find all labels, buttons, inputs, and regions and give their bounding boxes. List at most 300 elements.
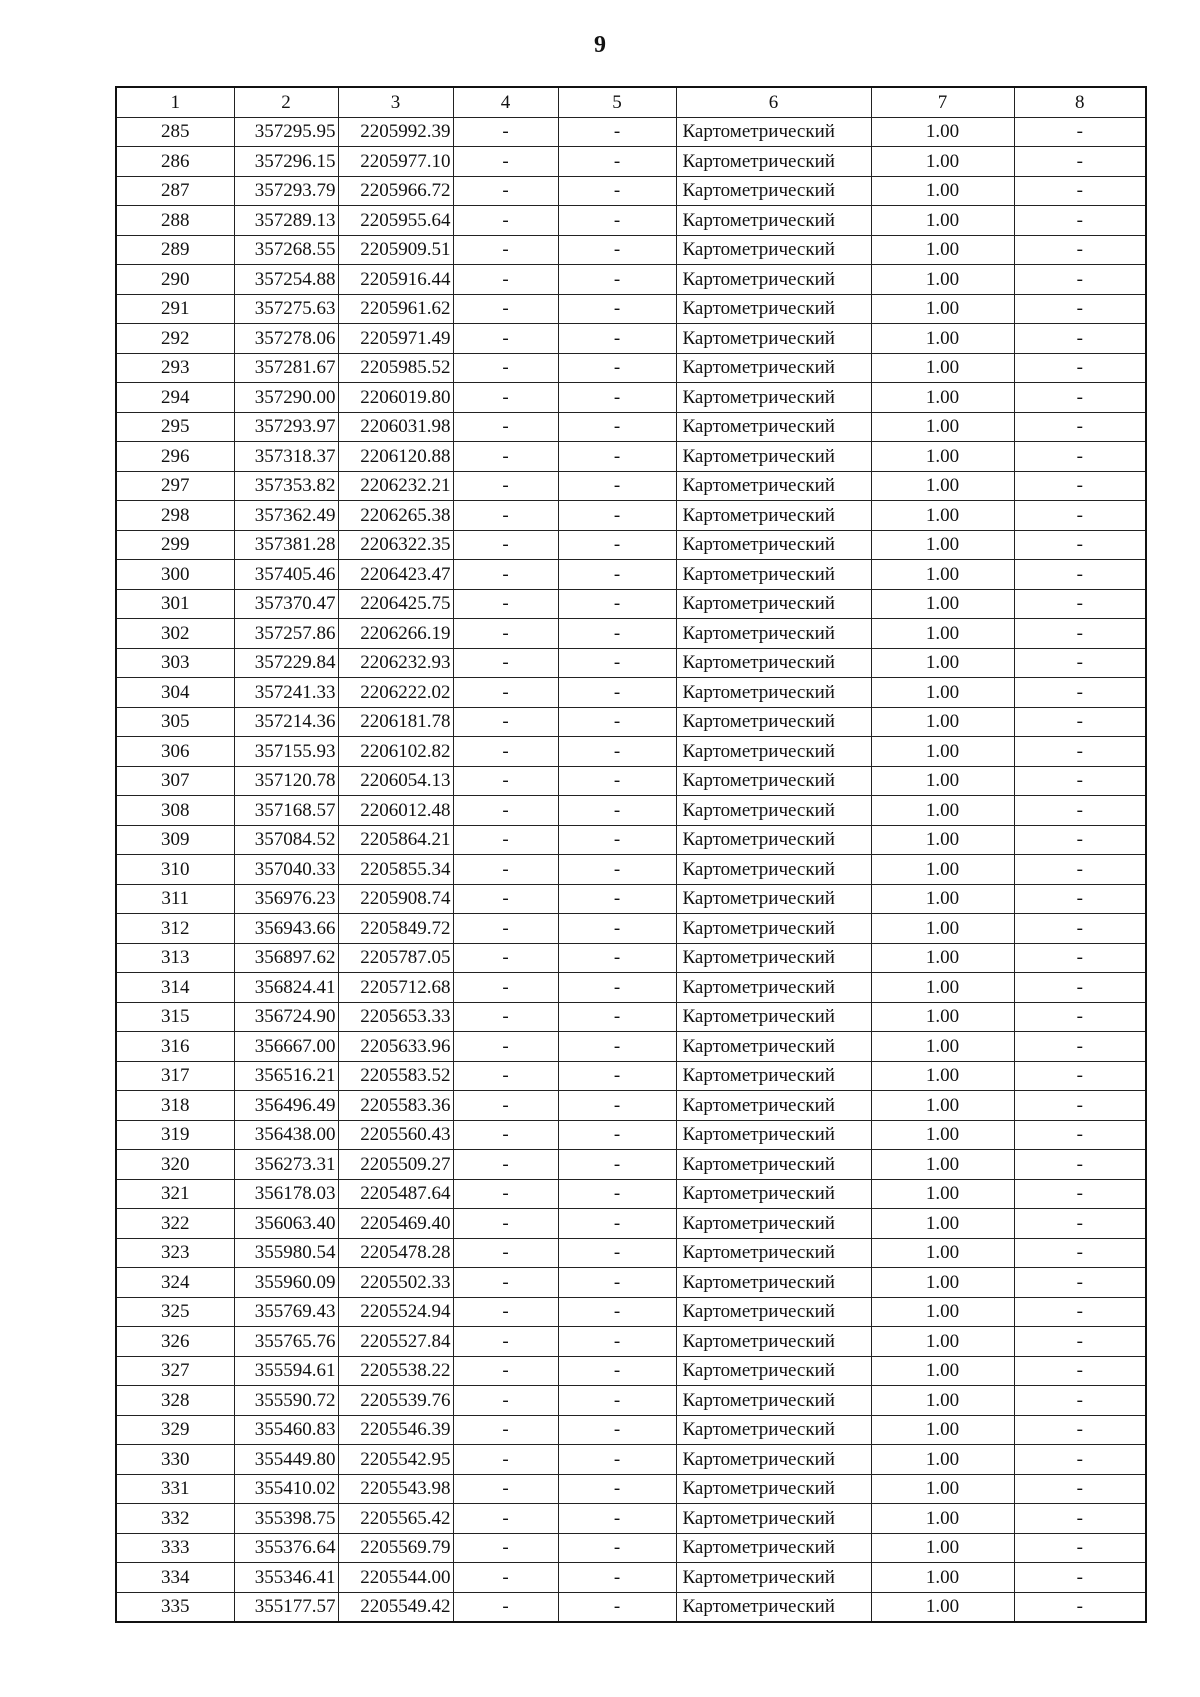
table-row	[116, 383, 1146, 413]
method-cell: Картометрический	[676, 1592, 871, 1622]
accuracy-cell: 1.00	[871, 265, 1014, 295]
column-4-cell: -	[453, 619, 558, 649]
method-cell: Картометрический	[676, 1209, 871, 1239]
coordinates-table	[115, 86, 1147, 1623]
column-5-cell: -	[558, 471, 676, 501]
table-row	[116, 796, 1146, 826]
y-coordinate-cell: 2205971.49	[338, 324, 453, 354]
x-coordinate-cell: 357120.78	[234, 766, 338, 796]
point-number-cell: 303	[116, 648, 234, 678]
table-row	[116, 324, 1146, 354]
x-coordinate-cell: 357318.37	[234, 442, 338, 472]
header-row	[116, 87, 1146, 117]
column-5-cell: -	[558, 884, 676, 914]
accuracy-cell: 1.00	[871, 206, 1014, 236]
accuracy-cell: 1.00	[871, 1150, 1014, 1180]
column-header-1: 1	[116, 87, 234, 117]
table-row	[116, 1504, 1146, 1534]
column-8-cell: -	[1014, 737, 1146, 767]
column-4-cell: -	[453, 176, 558, 206]
column-5-cell: -	[558, 1474, 676, 1504]
column-8-cell: -	[1014, 943, 1146, 973]
method-cell: Картометрический	[676, 471, 871, 501]
column-5-cell: -	[558, 1592, 676, 1622]
table-row	[116, 471, 1146, 501]
x-coordinate-cell: 355765.76	[234, 1327, 338, 1357]
x-coordinate-cell: 356273.31	[234, 1150, 338, 1180]
column-4-cell: -	[453, 383, 558, 413]
column-8-cell: -	[1014, 1002, 1146, 1032]
point-number-cell: 325	[116, 1297, 234, 1327]
y-coordinate-cell: 2205992.39	[338, 117, 453, 147]
table-row	[116, 501, 1146, 531]
method-cell: Картометрический	[676, 1150, 871, 1180]
point-number-cell: 322	[116, 1209, 234, 1239]
x-coordinate-cell: 355960.09	[234, 1268, 338, 1298]
column-8-cell: -	[1014, 530, 1146, 560]
column-4-cell: -	[453, 1238, 558, 1268]
y-coordinate-cell: 2205546.39	[338, 1415, 453, 1445]
column-8-cell: -	[1014, 1563, 1146, 1593]
column-5-cell: -	[558, 1238, 676, 1268]
x-coordinate-cell: 355177.57	[234, 1592, 338, 1622]
method-cell: Картометрический	[676, 294, 871, 324]
y-coordinate-cell: 2205864.21	[338, 825, 453, 855]
column-5-cell: -	[558, 914, 676, 944]
accuracy-cell: 1.00	[871, 383, 1014, 413]
x-coordinate-cell: 355410.02	[234, 1474, 338, 1504]
method-cell: Картометрический	[676, 1386, 871, 1416]
table-row	[116, 1032, 1146, 1062]
y-coordinate-cell: 2206102.82	[338, 737, 453, 767]
y-coordinate-cell: 2206012.48	[338, 796, 453, 826]
column-8-cell: -	[1014, 1061, 1146, 1091]
column-4-cell: -	[453, 943, 558, 973]
column-header-8: 8	[1014, 87, 1146, 117]
table-row	[116, 1327, 1146, 1357]
x-coordinate-cell: 356724.90	[234, 1002, 338, 1032]
column-8-cell: -	[1014, 1268, 1146, 1298]
column-8-cell: -	[1014, 1386, 1146, 1416]
table-row	[116, 442, 1146, 472]
x-coordinate-cell: 355346.41	[234, 1563, 338, 1593]
column-8-cell: -	[1014, 1592, 1146, 1622]
point-number-cell: 332	[116, 1504, 234, 1534]
y-coordinate-cell: 2205855.34	[338, 855, 453, 885]
table-row	[116, 1445, 1146, 1475]
point-number-cell: 286	[116, 147, 234, 177]
y-coordinate-cell: 2205849.72	[338, 914, 453, 944]
column-8-cell: -	[1014, 1533, 1146, 1563]
column-8-cell: -	[1014, 1209, 1146, 1239]
accuracy-cell: 1.00	[871, 147, 1014, 177]
x-coordinate-cell: 357405.46	[234, 560, 338, 590]
y-coordinate-cell: 2206266.19	[338, 619, 453, 649]
point-number-cell: 289	[116, 235, 234, 265]
point-number-cell: 295	[116, 412, 234, 442]
table-row	[116, 265, 1146, 295]
method-cell: Картометрический	[676, 796, 871, 826]
table-row	[116, 825, 1146, 855]
column-8-cell: -	[1014, 796, 1146, 826]
x-coordinate-cell: 355449.80	[234, 1445, 338, 1475]
table-row	[116, 1179, 1146, 1209]
column-5-cell: -	[558, 1002, 676, 1032]
accuracy-cell: 1.00	[871, 235, 1014, 265]
point-number-cell: 306	[116, 737, 234, 767]
accuracy-cell: 1.00	[871, 796, 1014, 826]
y-coordinate-cell: 2206322.35	[338, 530, 453, 560]
column-8-cell: -	[1014, 117, 1146, 147]
accuracy-cell: 1.00	[871, 471, 1014, 501]
y-coordinate-cell: 2205569.79	[338, 1533, 453, 1563]
table-row	[116, 914, 1146, 944]
column-4-cell: -	[453, 1209, 558, 1239]
column-8-cell: -	[1014, 412, 1146, 442]
accuracy-cell: 1.00	[871, 1563, 1014, 1593]
column-header-2: 2	[234, 87, 338, 117]
accuracy-cell: 1.00	[871, 1238, 1014, 1268]
point-number-cell: 314	[116, 973, 234, 1003]
y-coordinate-cell: 2205653.33	[338, 1002, 453, 1032]
column-5-cell: -	[558, 1415, 676, 1445]
column-4-cell: -	[453, 1002, 558, 1032]
table-row	[116, 1002, 1146, 1032]
table-row	[116, 1533, 1146, 1563]
y-coordinate-cell: 2205985.52	[338, 353, 453, 383]
method-cell: Картометрический	[676, 619, 871, 649]
column-5-cell: -	[558, 1120, 676, 1150]
point-number-cell: 291	[116, 294, 234, 324]
column-8-cell: -	[1014, 648, 1146, 678]
point-number-cell: 297	[116, 471, 234, 501]
column-5-cell: -	[558, 1504, 676, 1534]
point-number-cell: 323	[116, 1238, 234, 1268]
table-row	[116, 235, 1146, 265]
column-8-cell: -	[1014, 1120, 1146, 1150]
accuracy-cell: 1.00	[871, 1091, 1014, 1121]
column-5-cell: -	[558, 1386, 676, 1416]
column-8-cell: -	[1014, 1032, 1146, 1062]
point-number-cell: 334	[116, 1563, 234, 1593]
accuracy-cell: 1.00	[871, 294, 1014, 324]
table-row	[116, 855, 1146, 885]
column-8-cell: -	[1014, 1474, 1146, 1504]
table-row	[116, 1091, 1146, 1121]
column-5-cell: -	[558, 1061, 676, 1091]
point-number-cell: 298	[116, 501, 234, 531]
point-number-cell: 299	[116, 530, 234, 560]
x-coordinate-cell: 355769.43	[234, 1297, 338, 1327]
column-8-cell: -	[1014, 766, 1146, 796]
y-coordinate-cell: 2205565.42	[338, 1504, 453, 1534]
y-coordinate-cell: 2205542.95	[338, 1445, 453, 1475]
x-coordinate-cell: 356496.49	[234, 1091, 338, 1121]
y-coordinate-cell: 2206232.93	[338, 648, 453, 678]
table-row	[116, 1061, 1146, 1091]
y-coordinate-cell: 2205908.74	[338, 884, 453, 914]
method-cell: Картометрический	[676, 1533, 871, 1563]
x-coordinate-cell: 355398.75	[234, 1504, 338, 1534]
accuracy-cell: 1.00	[871, 884, 1014, 914]
column-8-cell: -	[1014, 1356, 1146, 1386]
y-coordinate-cell: 2205909.51	[338, 235, 453, 265]
point-number-cell: 292	[116, 324, 234, 354]
x-coordinate-cell: 357281.67	[234, 353, 338, 383]
table-row	[116, 1238, 1146, 1268]
accuracy-cell: 1.00	[871, 914, 1014, 944]
column-4-cell: -	[453, 1504, 558, 1534]
column-4-cell: -	[453, 1297, 558, 1327]
y-coordinate-cell: 2205543.98	[338, 1474, 453, 1504]
accuracy-cell: 1.00	[871, 1415, 1014, 1445]
x-coordinate-cell: 357241.33	[234, 678, 338, 708]
column-4-cell: -	[453, 1415, 558, 1445]
x-coordinate-cell: 357275.63	[234, 294, 338, 324]
column-5-cell: -	[558, 353, 676, 383]
column-8-cell: -	[1014, 1179, 1146, 1209]
accuracy-cell: 1.00	[871, 353, 1014, 383]
column-5-cell: -	[558, 855, 676, 885]
method-cell: Картометрический	[676, 560, 871, 590]
column-8-cell: -	[1014, 855, 1146, 885]
x-coordinate-cell: 357084.52	[234, 825, 338, 855]
point-number-cell: 331	[116, 1474, 234, 1504]
point-number-cell: 310	[116, 855, 234, 885]
column-8-cell: -	[1014, 206, 1146, 236]
accuracy-cell: 1.00	[871, 737, 1014, 767]
column-5-cell: -	[558, 825, 676, 855]
table-row	[116, 766, 1146, 796]
x-coordinate-cell: 357168.57	[234, 796, 338, 826]
point-number-cell: 287	[116, 176, 234, 206]
column-8-cell: -	[1014, 678, 1146, 708]
column-4-cell: -	[453, 1150, 558, 1180]
column-8-cell: -	[1014, 707, 1146, 737]
table-row	[116, 117, 1146, 147]
y-coordinate-cell: 2205633.96	[338, 1032, 453, 1062]
point-number-cell: 302	[116, 619, 234, 649]
column-5-cell: -	[558, 943, 676, 973]
method-cell: Картометрический	[676, 1268, 871, 1298]
column-4-cell: -	[453, 412, 558, 442]
column-5-cell: -	[558, 294, 676, 324]
table-row	[116, 1563, 1146, 1593]
table-row	[116, 707, 1146, 737]
method-cell: Картометрический	[676, 884, 871, 914]
x-coordinate-cell: 356516.21	[234, 1061, 338, 1091]
column-4-cell: -	[453, 324, 558, 354]
column-5-cell: -	[558, 1268, 676, 1298]
column-8-cell: -	[1014, 1445, 1146, 1475]
table-row	[116, 560, 1146, 590]
method-cell: Картометрический	[676, 1091, 871, 1121]
column-5-cell: -	[558, 1032, 676, 1062]
column-8-cell: -	[1014, 471, 1146, 501]
column-8-cell: -	[1014, 914, 1146, 944]
y-coordinate-cell: 2205977.10	[338, 147, 453, 177]
x-coordinate-cell: 356438.00	[234, 1120, 338, 1150]
x-coordinate-cell: 355594.61	[234, 1356, 338, 1386]
y-coordinate-cell: 2205961.62	[338, 294, 453, 324]
column-4-cell: -	[453, 678, 558, 708]
column-4-cell: -	[453, 117, 558, 147]
y-coordinate-cell: 2206054.13	[338, 766, 453, 796]
column-8-cell: -	[1014, 1415, 1146, 1445]
y-coordinate-cell: 2205560.43	[338, 1120, 453, 1150]
point-number-cell: 326	[116, 1327, 234, 1357]
column-header-6: 6	[676, 87, 871, 117]
column-8-cell: -	[1014, 1238, 1146, 1268]
column-8-cell: -	[1014, 884, 1146, 914]
column-4-cell: -	[453, 1563, 558, 1593]
x-coordinate-cell: 357155.93	[234, 737, 338, 767]
column-5-cell: -	[558, 1327, 676, 1357]
method-cell: Картометрический	[676, 442, 871, 472]
method-cell: Картометрический	[676, 1445, 871, 1475]
column-4-cell: -	[453, 501, 558, 531]
y-coordinate-cell: 2206232.21	[338, 471, 453, 501]
x-coordinate-cell: 356063.40	[234, 1209, 338, 1239]
table-row	[116, 353, 1146, 383]
point-number-cell: 335	[116, 1592, 234, 1622]
column-8-cell: -	[1014, 825, 1146, 855]
method-cell: Картометрический	[676, 117, 871, 147]
x-coordinate-cell: 355980.54	[234, 1238, 338, 1268]
method-cell: Картометрический	[676, 412, 871, 442]
column-5-cell: -	[558, 324, 676, 354]
y-coordinate-cell: 2205583.52	[338, 1061, 453, 1091]
table-row	[116, 678, 1146, 708]
column-5-cell: -	[558, 707, 676, 737]
y-coordinate-cell: 2206031.98	[338, 412, 453, 442]
column-8-cell: -	[1014, 383, 1146, 413]
y-coordinate-cell: 2205527.84	[338, 1327, 453, 1357]
point-number-cell: 301	[116, 589, 234, 619]
column-8-cell: -	[1014, 1504, 1146, 1534]
table-row	[116, 294, 1146, 324]
column-8-cell: -	[1014, 294, 1146, 324]
column-8-cell: -	[1014, 619, 1146, 649]
point-number-cell: 296	[116, 442, 234, 472]
x-coordinate-cell: 357289.13	[234, 206, 338, 236]
table-body	[116, 117, 1146, 1622]
point-number-cell: 318	[116, 1091, 234, 1121]
method-cell: Картометрический	[676, 176, 871, 206]
accuracy-cell: 1.00	[871, 1474, 1014, 1504]
point-number-cell: 294	[116, 383, 234, 413]
table-row	[116, 1474, 1146, 1504]
method-cell: Картометрический	[676, 1120, 871, 1150]
column-4-cell: -	[453, 1120, 558, 1150]
point-number-cell: 320	[116, 1150, 234, 1180]
column-5-cell: -	[558, 648, 676, 678]
x-coordinate-cell: 357278.06	[234, 324, 338, 354]
point-number-cell: 324	[116, 1268, 234, 1298]
column-4-cell: -	[453, 442, 558, 472]
column-header-4: 4	[453, 87, 558, 117]
column-header-7: 7	[871, 87, 1014, 117]
column-4-cell: -	[453, 884, 558, 914]
column-5-cell: -	[558, 176, 676, 206]
x-coordinate-cell: 356976.23	[234, 884, 338, 914]
point-number-cell: 321	[116, 1179, 234, 1209]
table-row	[116, 648, 1146, 678]
x-coordinate-cell: 356178.03	[234, 1179, 338, 1209]
column-5-cell: -	[558, 235, 676, 265]
column-5-cell: -	[558, 1150, 676, 1180]
column-4-cell: -	[453, 530, 558, 560]
table-row	[116, 1592, 1146, 1622]
column-4-cell: -	[453, 560, 558, 590]
column-8-cell: -	[1014, 353, 1146, 383]
column-8-cell: -	[1014, 324, 1146, 354]
method-cell: Картометрический	[676, 766, 871, 796]
point-number-cell: 327	[116, 1356, 234, 1386]
column-8-cell: -	[1014, 501, 1146, 531]
column-8-cell: -	[1014, 589, 1146, 619]
method-cell: Картометрический	[676, 235, 871, 265]
column-5-cell: -	[558, 147, 676, 177]
x-coordinate-cell: 355460.83	[234, 1415, 338, 1445]
point-number-cell: 317	[116, 1061, 234, 1091]
x-coordinate-cell: 357293.97	[234, 412, 338, 442]
column-8-cell: -	[1014, 265, 1146, 295]
point-number-cell: 290	[116, 265, 234, 295]
column-5-cell: -	[558, 206, 676, 236]
column-8-cell: -	[1014, 560, 1146, 590]
y-coordinate-cell: 2205583.36	[338, 1091, 453, 1121]
table-row	[116, 884, 1146, 914]
method-cell: Картометрический	[676, 1563, 871, 1593]
y-coordinate-cell: 2205502.33	[338, 1268, 453, 1298]
point-number-cell: 313	[116, 943, 234, 973]
column-5-cell: -	[558, 117, 676, 147]
y-coordinate-cell: 2206120.88	[338, 442, 453, 472]
accuracy-cell: 1.00	[871, 1120, 1014, 1150]
column-5-cell: -	[558, 1445, 676, 1475]
accuracy-cell: 1.00	[871, 1356, 1014, 1386]
method-cell: Картометрический	[676, 943, 871, 973]
page-number: 9	[594, 32, 606, 58]
column-5-cell: -	[558, 1209, 676, 1239]
column-4-cell: -	[453, 265, 558, 295]
column-4-cell: -	[453, 1445, 558, 1475]
y-coordinate-cell: 2205509.27	[338, 1150, 453, 1180]
accuracy-cell: 1.00	[871, 766, 1014, 796]
column-4-cell: -	[453, 1061, 558, 1091]
column-5-cell: -	[558, 796, 676, 826]
accuracy-cell: 1.00	[871, 589, 1014, 619]
method-cell: Картометрический	[676, 206, 871, 236]
column-4-cell: -	[453, 973, 558, 1003]
accuracy-cell: 1.00	[871, 707, 1014, 737]
x-coordinate-cell: 357229.84	[234, 648, 338, 678]
x-coordinate-cell: 355590.72	[234, 1386, 338, 1416]
column-4-cell: -	[453, 796, 558, 826]
accuracy-cell: 1.00	[871, 176, 1014, 206]
column-5-cell: -	[558, 383, 676, 413]
accuracy-cell: 1.00	[871, 1327, 1014, 1357]
accuracy-cell: 1.00	[871, 1032, 1014, 1062]
column-4-cell: -	[453, 206, 558, 236]
method-cell: Картометрический	[676, 1504, 871, 1534]
column-8-cell: -	[1014, 1150, 1146, 1180]
accuracy-cell: 1.00	[871, 530, 1014, 560]
method-cell: Картометрический	[676, 353, 871, 383]
table-row	[116, 973, 1146, 1003]
method-cell: Картометрический	[676, 678, 871, 708]
